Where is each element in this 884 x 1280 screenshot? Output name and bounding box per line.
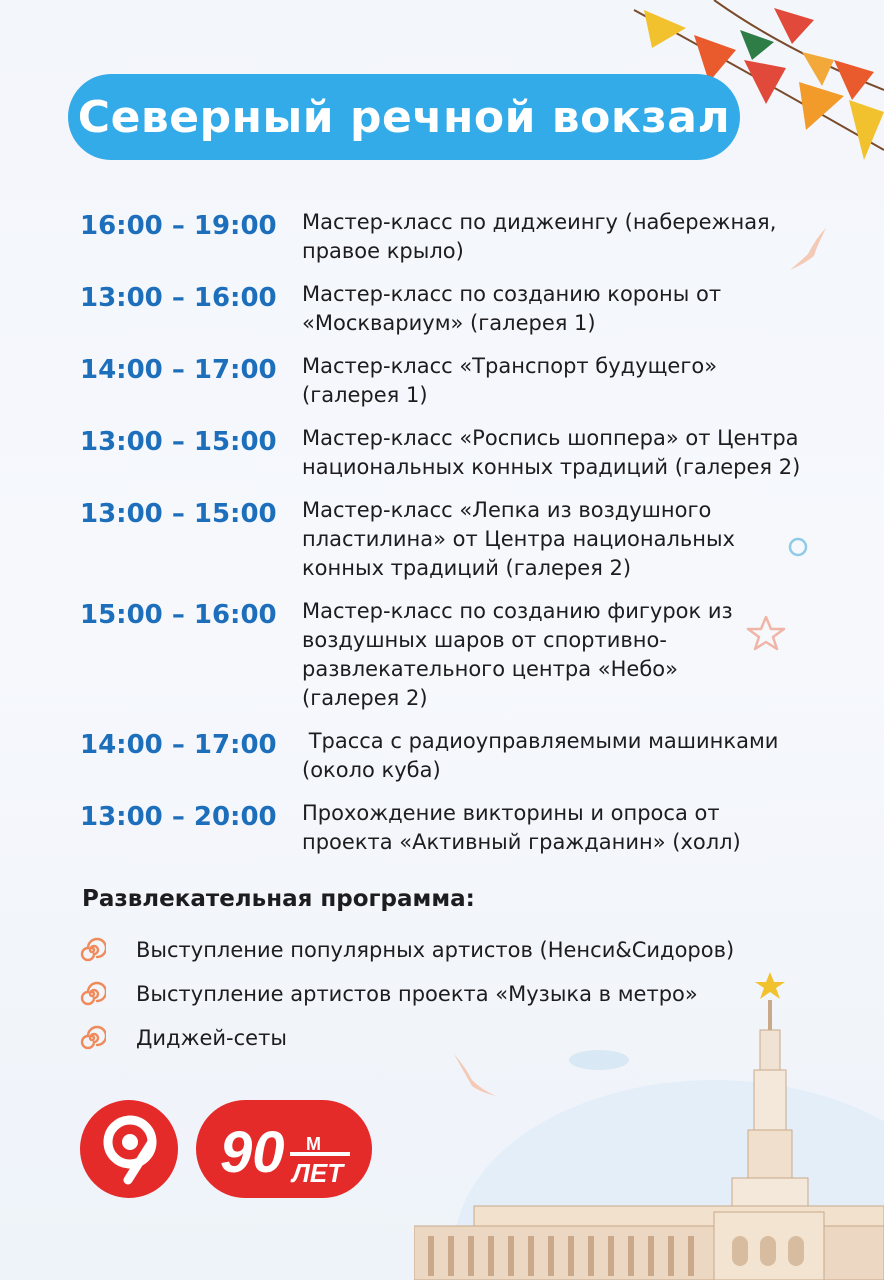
title-banner [68, 74, 740, 160]
schedule-description: Трасса с радиоуправляемыми машинками (около куба) [302, 729, 786, 782]
schedule-time: 13:00 – 16:00 [80, 283, 277, 313]
schedule-time: 16:00 – 19:00 [80, 211, 277, 241]
schedule-row [80, 799, 840, 857]
anniversary-number: 90 [220, 1120, 285, 1185]
anniversary-word: ЛЕТ [292, 1158, 344, 1188]
list-item-label: Выступление артистов проекта «Музыка в метро» [136, 982, 698, 1006]
schedule-row [80, 280, 840, 338]
moscow-day-logo [80, 1100, 178, 1198]
list-item-label: Диджей-сеты [136, 1026, 287, 1050]
schedule-row [80, 727, 840, 785]
schedule-time: 13:00 – 15:00 [80, 427, 277, 457]
schedule-row [80, 496, 840, 583]
schedule-time: 13:00 – 20:00 [80, 802, 277, 832]
spiral-bullet-icon [78, 980, 106, 1008]
schedule-description: Мастер-класс по созданию короны от «Москвариум» (галерея 1) [302, 282, 722, 335]
river-station-building-illustration [414, 950, 884, 1280]
anniversary-logo-icon [196, 1100, 372, 1198]
schedule-description: Мастер-класс по диджеингу (набережная, правое крыло) [302, 210, 777, 263]
schedule-row [80, 352, 840, 410]
nine-logo-icon [80, 1100, 178, 1198]
schedule-description: Мастер-класс «Роспись шоппера» от Центра национальных конных традиций (галерея 2) [302, 426, 801, 479]
spiral-bullet-icon [78, 1024, 106, 1052]
spiral-bullet-icon [78, 936, 106, 964]
schedule-row [80, 208, 840, 266]
page-title: Северный речной вокзал [77, 91, 731, 143]
schedule-time: 15:00 – 16:00 [80, 600, 277, 630]
schedule-time: 14:00 – 17:00 [80, 355, 277, 385]
schedule-description: Мастер-класс по созданию фигурок из воздушных шаров от спортивно-развлекательного центра «Небо» (галерея 2) [302, 599, 733, 710]
schedule-description: Мастер-класс «Лепка из воздушного пластилина» от Центра национальных конных традиций (галерея 2) [302, 498, 735, 580]
schedule-time: 13:00 – 15:00 [80, 499, 277, 529]
schedule-description: Мастер-класс «Транспорт будущего» (галерея 1) [302, 354, 718, 407]
schedule-row [80, 424, 840, 482]
circle-icon [787, 536, 809, 558]
metro-90-years-logo [196, 1100, 372, 1198]
schedule-list [80, 208, 840, 871]
schedule-description: Прохождение викторины и опроса от проекта «Активный гражданин» (холл) [302, 801, 741, 854]
schedule-row [80, 597, 840, 713]
metro-letter: М [306, 1134, 321, 1154]
list-item-label: Выступление популярных артистов (Ненси&Сидоров) [136, 938, 735, 962]
entertainment-heading: Развлекательная программа: [82, 886, 475, 912]
seagull-icon [786, 224, 830, 274]
schedule-time: 14:00 – 17:00 [80, 730, 277, 760]
star-outline-icon [746, 614, 786, 652]
